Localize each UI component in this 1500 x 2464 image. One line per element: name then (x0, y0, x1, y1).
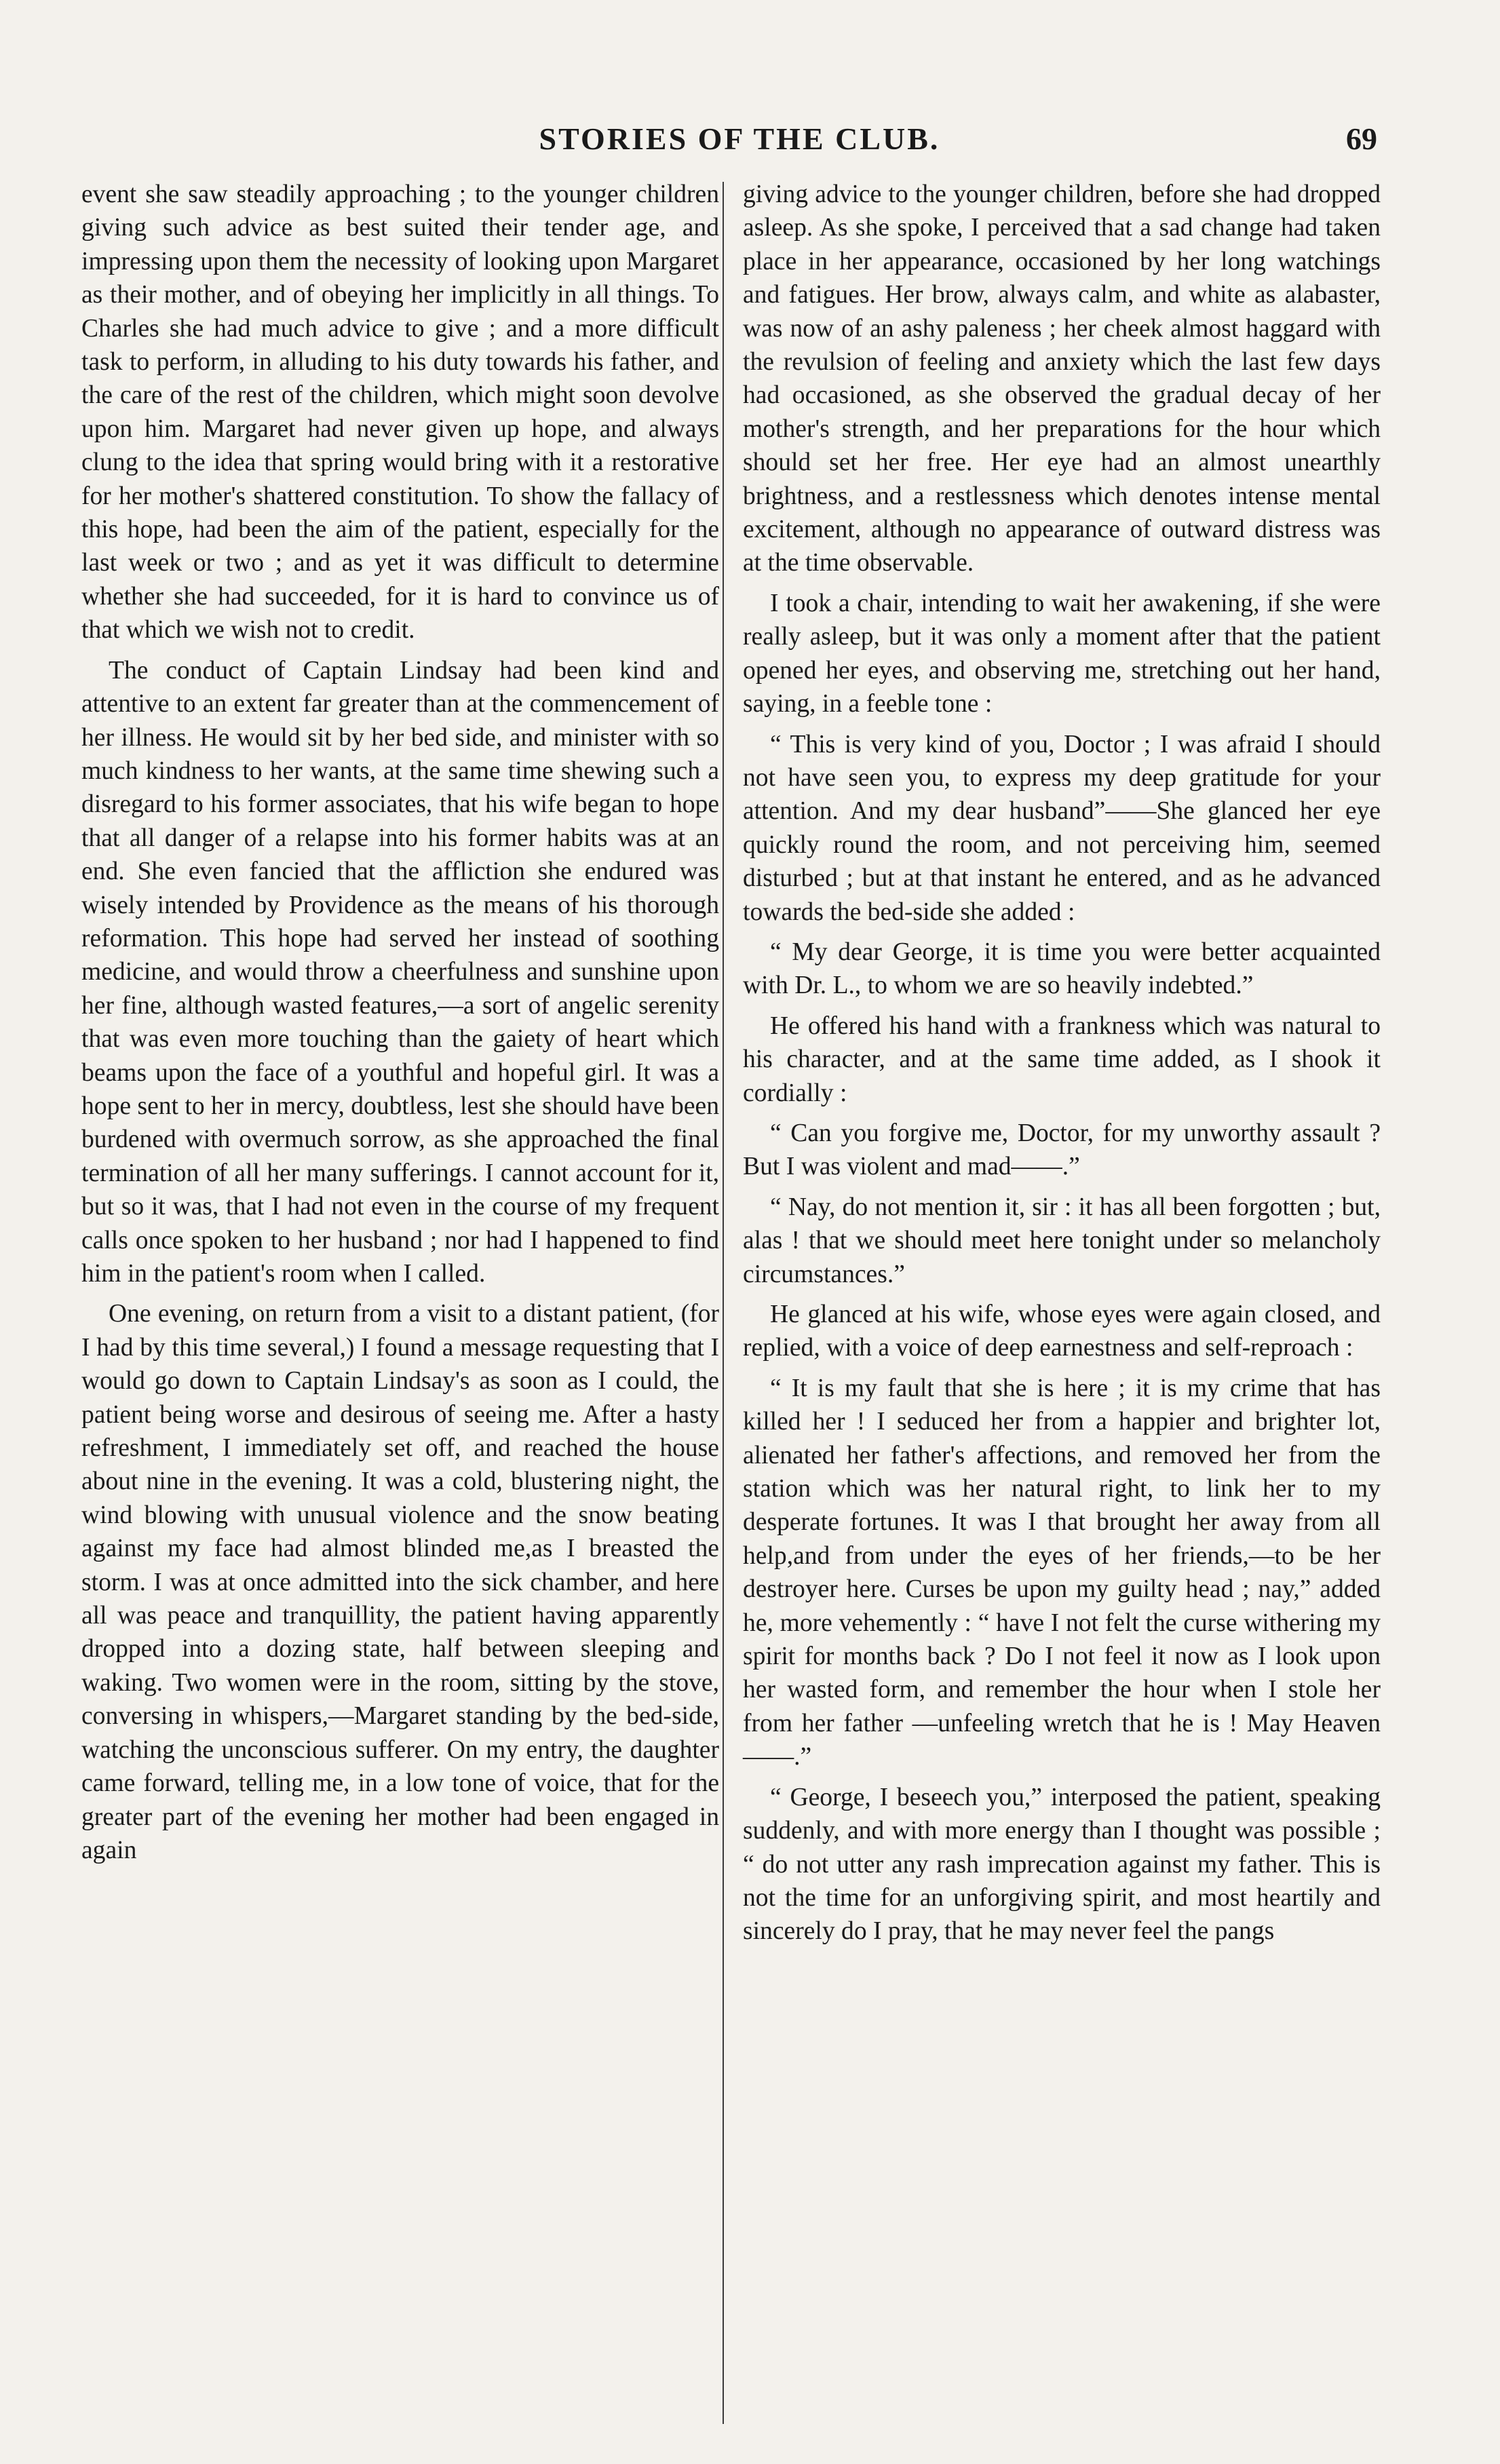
right-paragraph-8: He glanced at his wife, whose eyes were again closed, and replied, with a voice of deep earnestness and self-reproach : (743, 1301, 1381, 1362)
left-column (81, 178, 719, 1874)
right-paragraph-1: giving advice to the younger children, before she had dropped asleep. As she spoke, I perceived that a sad change had taken place in her appearance, occasioned by her long watchings and fatigues. Her brow, always calm, and white as alabaster, was now of an ashy paleness ; her cheek almost haggard with the revulsion of feeling and anxiety which the last few days had occasioned, as she observed the gradual decay of her mother's strength, and her preparations for the hour which should set her free. Her eye had an almost unearthly brightness, and a restlessness which denotes intense mental excitement, although no appearance of outward distress was at the time observable. (743, 180, 1381, 577)
running-title: STORIES OF THE CLUB. (539, 121, 940, 156)
right-paragraph-7: “ Nay, do not mention it, sir : it has all been forgotten ; but, alas ! that we should meet here tonight under so melancholy circumstances.” (743, 1193, 1381, 1288)
right-paragraph-5: He offered his hand with a frankness which was natural to his character, and at the same time added, as I shook it cordially : (743, 1012, 1381, 1107)
running-header (102, 121, 1377, 168)
right-paragraph-9: “ It is my fault that she is here ; it is my crime that has killed her ! I seduced her from a happier and brighter lot, alienated her father's affections, and removed her from the station which was her natural right, to link her to my desperate fortunes. It was I that brought her away from all help,and from under the eyes of her friends,—to be her destroyer here. Curses be upon my guilty head ; nay,” added he, more vehemently : “ have I not felt the curse withering my spirit for months back ? Do I not feel it now as I look upon her wasted form, and remember the hour when I stole her from her father —unfeeling wretch that he is ! May Heaven——.” (743, 1374, 1381, 1771)
right-paragraph-6: “ Can you forgive me, Doctor, for my unworthy assault ? But I was violent and mad——.” (743, 1119, 1381, 1181)
right-paragraph-3: “ This is very kind of you, Doctor ; I was afraid I should not have seen you, to express my deep gratitude for your attention. And my dear husband”——She glanced her eye quickly round the room, and not perceiving him, seemed disturbed ; but at that instant he entered, and as he advanced towards the bed-side she added : (743, 730, 1381, 926)
right-paragraph-10: “ George, I beseech you,” interposed the patient, speaking suddenly, and with more energy than I thought was possible ; “ do not utter any rash imprecation against my father. This is not the time for an unforgiving spirit, and most heartily and sincerely do I pray, that he may never feel the pangs (743, 1783, 1381, 1946)
left-paragraph-2: The conduct of Captain Lindsay had been kind and attentive to an extent far greater than at the commencement of her illness. He would sit by her bed side, and minister with so much kindness to her wants, at the same time shewing such a disregard to his former associates, that his wife began to hope that all danger of a relapse into his former habits was at an end. She even fancied that the affliction she endured was wisely intended by Providence as the means of his thorough reformation. This hope had served her instead of soothing medicine, and would throw a cheerfulness and sunshine upon her fine, although wasted features,—a sort of angelic serenity that was even more touching than the gaiety of heart which beams upon the face of a youthful and hopeful girl. It was a hope sent to her in mercy, doubtless, lest she should have been burdened with overmuch sorrow, as she approached the final termination of all her many sufferings. I cannot account for it, but so it was, that I had not even in the course of my frequent calls once spoken to her husband ; nor had I happened to find him in the patient's room when I called. (81, 656, 719, 1288)
right-paragraph-4: “ My dear George, it is time you were better acquainted with Dr. L., to whom we are so heavily indebted.” (743, 938, 1381, 1000)
left-paragraph-3: One evening, on return from a visit to a distant patient, (for I had by this time several,) I found a message requesting that I would go down to Captain Lindsay's as soon as I could, the patient being worse and desirous of seeing me. After a hasty refreshment, I immediately set off, and reached the house about nine in the evening. It was a cold, blustering night, the wind blowing with unusual violence and the snow beating against my face had almost blinded me,as I breasted the storm. I was at once admitted into the sick chamber, and here all was peace and tranquillity, the patient having apparently dropped into a dozing state, half between sleeping and waking. Two women were in the room, sitting by the stove, conversing in whispers,—Margaret standing by the bed-side, watching the unconscious sufferer. On my entry, the daughter came forward, telling me, in a low tone of voice, that for the greater part of the evening her mother had been engaged in again (81, 1300, 719, 1864)
page-number: 69 (1346, 121, 1377, 156)
right-paragraph-2: I took a chair, intending to wait her awakening, if she were really asleep, but it was only a moment after that the patient opened her eyes, and observing me, stretching out her hand, saying, in a feeble tone : (743, 589, 1381, 718)
column-divider (723, 182, 724, 2424)
right-column (743, 178, 1381, 1955)
left-paragraph-1: event she saw steadily approaching ; to the younger children giving such advice as best suited their tender age, and impressing upon them the necessity of looking upon Margaret as their mother, and of obeying her implicitly in all things. To Charles she had much advice to give ; and a more difficult task to perform, in alluding to his duty towards his father, and the care of the rest of the children, which might soon devolve upon him. Margaret had never given up hope, and always clung to the idea that spring would bring with it a restorative for her mother's shattered constitution. To show the fallacy of this hope, had been the aim of the patient, especially for the last week or two ; and as yet it was difficult to determine whether she had succeeded, for it is hard to convince us of that which we wish not to credit. (81, 180, 719, 644)
